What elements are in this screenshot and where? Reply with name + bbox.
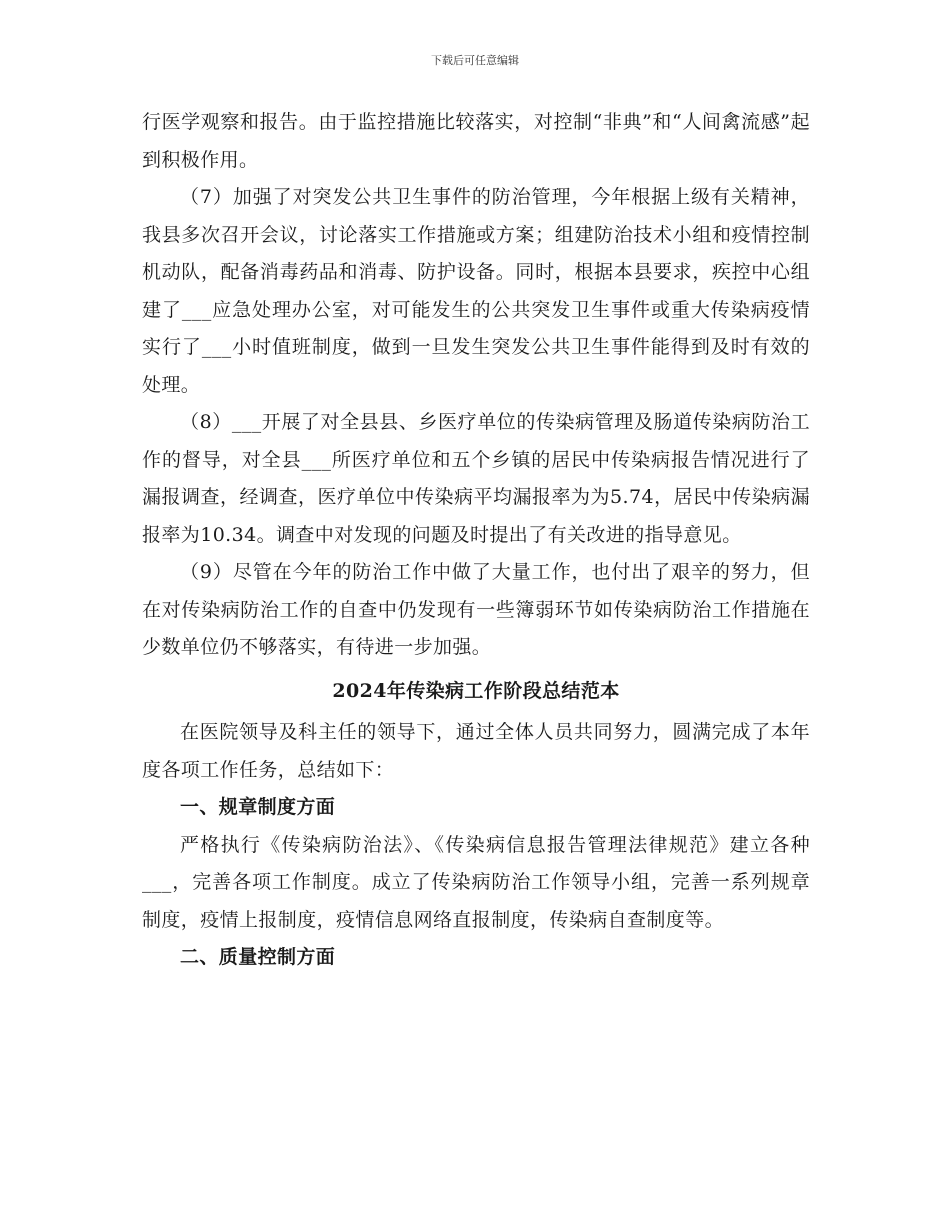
paragraph-item-9: （9）尽管在今年的防治工作中做了大量工作，也付出了艰辛的努力，但在对传染病防治工作的自查中仍发现有一些簿弱环节如传染病防治工作措施在少数单位仍不够落实，有待进一步加强。 bbox=[142, 561, 810, 658]
heading-regulations: 一、规章制度方面 bbox=[180, 796, 336, 818]
paragraph-regulations: 严格执行《传染病防治法》、《传染病信息报告管理法律规范》建立各种___，完善各项工作制度。成立了传染病防治工作领导小组，完善一系列规章制度，疫情上报制度，疫情信息网络直报制度，传染病自查制度等。 bbox=[142, 833, 810, 931]
page-header: 下载后可任意编辑 bbox=[431, 54, 519, 67]
document-body bbox=[142, 104, 810, 977]
paragraph-continuation: 行医学观察和报告。由于监控措施比较落实，对控制“非典”和“人间禽流感”起到积极作用。 bbox=[142, 111, 810, 171]
paragraph-intro: 在医院领导及科主任的领导下，通过全体人员共同努力，圆满完成了本年度各项工作任务，总结如下： bbox=[142, 721, 810, 781]
paragraph-item-7: （7）加强了对突发公共卫生事件的防治管理，今年根据上级有关精神，我县多次召开会议，讨论落实工作措施或方案；组建防治技术小组和疫情控制机动队，配备消毒药品和消毒、防护设备。同时，根据本县要求，疾控中心组建了___应急处理办公室，对可能发生的公共突发卫生事件或重大传染病疫情实行了___小时值班制度，做到一旦发生突发公共卫生事件能得到及时有效的处理。 bbox=[142, 186, 810, 396]
section-title: 2024年传染病工作阶段总结范本 bbox=[332, 679, 620, 702]
heading-quality-control: 二、质量控制方面 bbox=[180, 946, 336, 968]
paragraph-item-8: （8）___开展了对全县县、乡医疗单位的传染病管理及肠道传染病防治工作的督导，对全县___所医疗单位和五个乡镇的居民中传染病报告情况进行了漏报调查，经调查，医疗单位中传染病平均漏报率为为5.74，居民中传染病漏报率为10.34。调查中对发现的问题及时提出了有关改进的指导意见。 bbox=[142, 411, 810, 546]
